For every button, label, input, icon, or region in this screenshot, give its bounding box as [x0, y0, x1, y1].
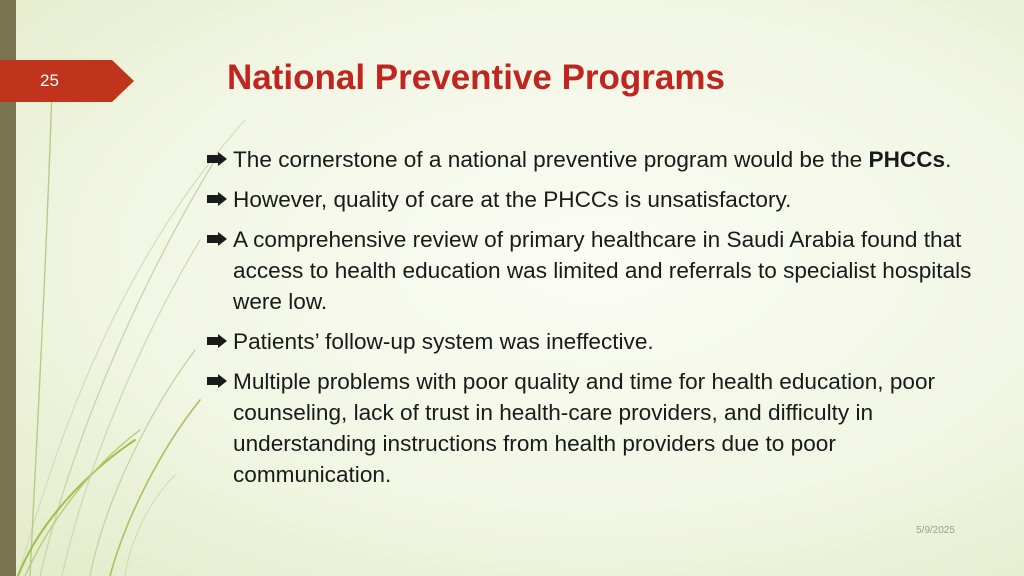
- arrow-bullet-icon: [206, 192, 228, 206]
- bullet-item-4: [206, 326, 996, 357]
- bullet-item-5: [206, 366, 996, 490]
- slide-number: 25: [40, 71, 59, 90]
- slide-title: National Preventive Programs: [227, 58, 725, 97]
- bullet-tail: .: [945, 147, 952, 172]
- bullet-text: However, quality of care at the PHCCs is unsatisfactory.: [233, 187, 792, 212]
- bullet-text: Multiple problems with poor quality and time for health education, poor counseling, lack of trust in health-care providers, and difficulty in understanding instructions from health providers due to poor communication.: [233, 369, 936, 487]
- arrow-bullet-icon: [206, 374, 228, 388]
- slide-date: 5/9/2025: [916, 525, 955, 536]
- bullet-item-1: [206, 144, 996, 175]
- arrow-bullet-icon: [206, 334, 228, 348]
- slide-number-tab: [0, 60, 134, 102]
- bullet-text: Patients’ follow-up system was ineffective.: [233, 329, 654, 354]
- bullet-text: A comprehensive review of primary healthcare in Saudi Arabia found that access to health education was limited and referrals to specialist hospitals were low.: [233, 227, 972, 314]
- bullet-item-2: [206, 184, 996, 215]
- bullet-text: The cornerstone of a national preventive program would be the: [233, 147, 869, 172]
- bullet-list: [206, 144, 996, 499]
- bullet-bold-text: PHCCs: [868, 147, 946, 172]
- arrow-bullet-icon: [206, 232, 228, 246]
- bullet-item-3: [206, 224, 996, 317]
- arrow-bullet-icon: [206, 152, 228, 166]
